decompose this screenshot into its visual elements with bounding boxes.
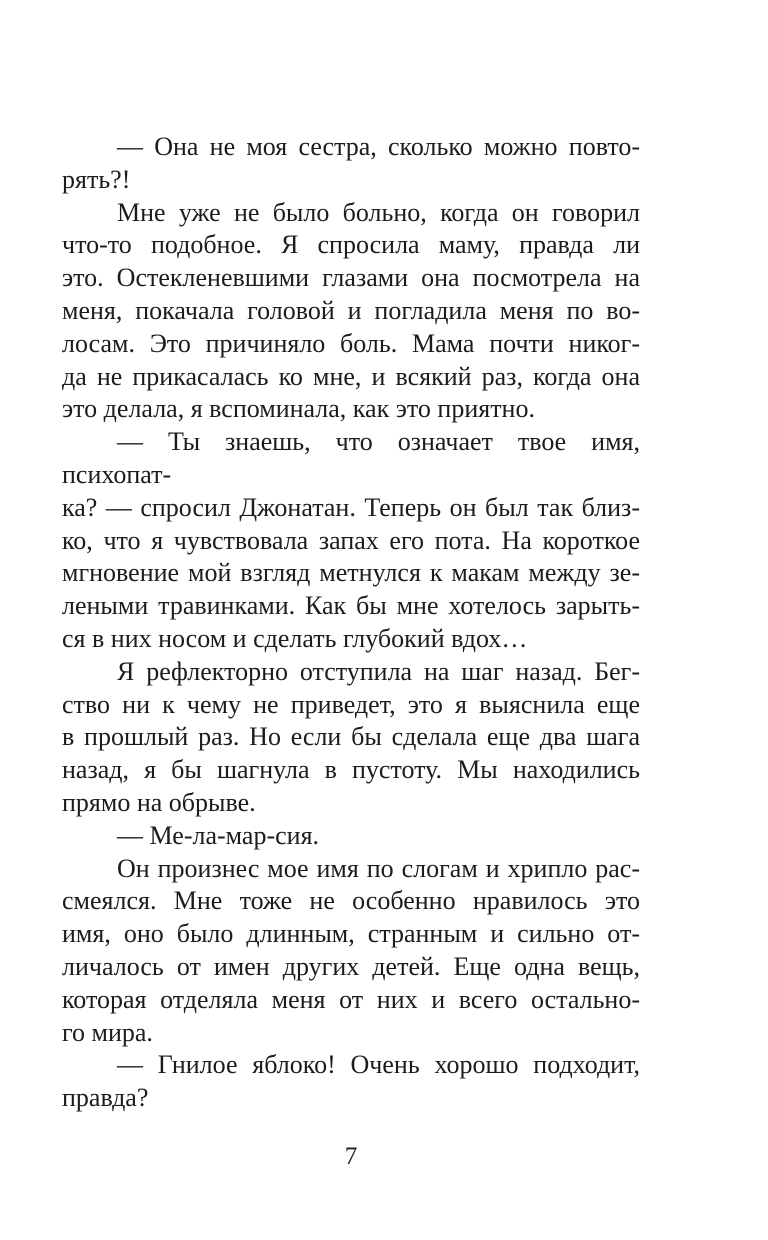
text-line: — Ме-ла-мар-сия. <box>117 820 320 850</box>
text-line: ка? — спросил Джонатан. Теперь он был так близ- <box>62 492 640 522</box>
paragraph <box>62 197 640 427</box>
text-line: леными травинками. Как бы мне хотелось зарыть- <box>62 591 640 621</box>
text-line: в прошлый раз. Но если бы сделала еще два шага <box>62 722 640 752</box>
text-block <box>62 131 640 1173</box>
text-line: это делала, я вспоминала, как это приятно. <box>62 394 535 424</box>
text-line: ство ни к чему не приведет, это я выяснила еще <box>62 689 640 719</box>
paragraph <box>62 853 640 1050</box>
paragraph <box>62 131 640 197</box>
text-line: лосам. Это причиняло боль. Мама почти никог- <box>62 328 640 358</box>
text-line: меня, покачала головой и погладила меня по во- <box>62 295 640 325</box>
paragraph <box>62 820 640 853</box>
text-line: назад, я бы шагнула в пустоту. Мы находились <box>62 755 640 785</box>
page-number: 7 <box>344 1142 358 1170</box>
text-line: Мне уже не было больно, когда он говорил <box>117 197 640 227</box>
paragraph <box>62 1049 640 1115</box>
text-line: которая отделяла меня от них и всего остально- <box>62 984 640 1014</box>
text-line: го мира. <box>62 1017 153 1047</box>
text-line: — Ты знаешь, что означает твое имя, психопат- <box>62 427 640 489</box>
text-line: прямо на обрыве. <box>62 787 256 817</box>
text-line: мгновение мой взгляд метнулся к макам между зе- <box>62 558 640 588</box>
text-line: что-то подобное. Я спросила маму, правда ли <box>62 230 640 260</box>
text-line: Я рефлекторно отступила на шаг назад. Бег- <box>117 656 640 686</box>
text-line: ся в них носом и сделать глубокий вдох… <box>62 623 528 653</box>
text-line: ко, что я чувствовала запах его пота. На короткое <box>62 525 640 555</box>
text-line: рять?! <box>62 164 131 194</box>
text-line: это. Остекленевшими глазами она посмотрела на <box>62 263 640 293</box>
text-line: — Гнилое яблоко! Очень хорошо подходит, <box>117 1050 640 1080</box>
text-line: имя, оно было длинным, странным и сильно от- <box>62 919 640 949</box>
text-line: да не прикасалась ко мне, и всякий раз, когда она <box>62 361 640 391</box>
text-line: — Она не моя сестра, сколько можно повто- <box>117 132 640 161</box>
paragraph <box>62 656 640 820</box>
text-line: личалось от имен других детей. Еще одна вещь, <box>62 951 640 981</box>
text-line: правда? <box>62 1083 149 1113</box>
text-line: Он произнес мое имя по слогам и хрипло рас- <box>117 853 640 883</box>
text-line: смеялся. Мне тоже не особенно нравилось это <box>62 886 640 916</box>
paragraph <box>62 426 640 656</box>
